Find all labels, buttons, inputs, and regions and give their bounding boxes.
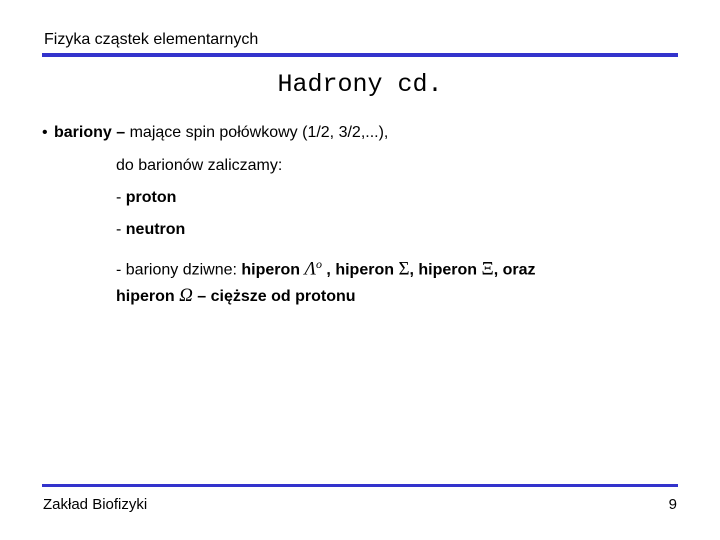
list-item-prefix: - [116, 189, 126, 206]
xi-symbol: Ξ [481, 258, 494, 280]
list-item-neutron [116, 221, 185, 239]
list-item-strange-baryons [116, 257, 536, 280]
omega-symbol: Ω [179, 285, 193, 306]
separator: , [321, 261, 336, 279]
hyperon-label: hiperon [241, 261, 305, 279]
footer-department: Zakład Biofizyki [43, 496, 148, 513]
bullet-text: mające spin połówkowy (1/2, 3/2,...), [125, 124, 389, 141]
list-item-proton [116, 189, 176, 207]
hyperon-label: hiperon [116, 288, 180, 305]
page-number: 9 [668, 496, 677, 513]
lambda-symbol: Λ [304, 258, 316, 280]
strange-prefix: - bariony dziwne: [116, 261, 242, 279]
list-item-prefix: - [116, 221, 126, 238]
hyperon-label: hiperon [335, 261, 399, 279]
header-divider [42, 53, 678, 57]
lambda-superscript: o [315, 257, 322, 271]
list-item-text: neutron [125, 221, 186, 238]
bullet-dot: • [42, 124, 48, 141]
sigma-symbol: Σ [398, 258, 410, 280]
hyperon-label: hiperon [418, 261, 482, 279]
bullet-bariony [42, 124, 388, 142]
footer-divider [42, 484, 678, 487]
bullet-term: bariony – [54, 124, 126, 141]
tail-text: – cięższe od protonu [192, 288, 356, 305]
list-item-text: proton [125, 189, 177, 206]
header-title: Fizyka cząstek elementarnych [44, 31, 259, 48]
separator: , [409, 261, 419, 279]
conjunction: oraz [502, 261, 536, 279]
separator: , [493, 261, 503, 279]
list-item-strange-baryons-cont [116, 285, 356, 307]
intro-text: do barionów zaliczamy: [116, 157, 283, 174]
slide-title: Hadrony cd. [277, 70, 443, 99]
